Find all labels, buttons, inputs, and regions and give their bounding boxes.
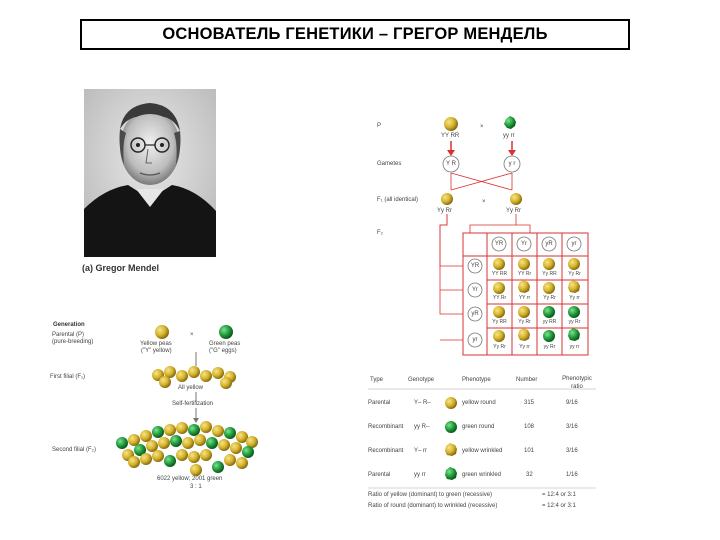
- grid-cell: yy Rr: [568, 319, 581, 325]
- ratio-yellow-value: = 12:4 or 3:1: [542, 492, 576, 498]
- p-right-genotype: yy rr: [503, 133, 515, 139]
- green-label: Green peas: [209, 341, 241, 347]
- grid-col-header: yr: [571, 241, 577, 247]
- p-label: P: [377, 123, 382, 129]
- table-row-phenotype: green wrinkled: [462, 472, 502, 478]
- page-title: ОСНОВАТЕЛЬ ГЕНЕТИКИ – ГРЕГОР МЕНДЕЛЬ: [162, 25, 548, 43]
- table-row-type: Recombinant: [368, 448, 404, 454]
- f2-label: Second filial (F₂): [52, 447, 97, 453]
- grid-cell: Yy RR: [492, 319, 507, 325]
- svg-text:×: ×: [480, 124, 484, 130]
- f1-result: All yellow: [178, 385, 204, 391]
- grid-cell: Yy Rr: [493, 344, 506, 350]
- table-row-type: Parental: [368, 400, 391, 406]
- f1-right-genotype: Yy Rr: [506, 208, 521, 214]
- table-row-ratio: 3/16: [566, 448, 578, 454]
- p-left-genotype: YY RR: [441, 133, 460, 139]
- grid-cell: Yy Rr: [568, 271, 581, 277]
- table-row-phenotype: yellow wrinkled: [462, 448, 503, 454]
- grid-col-header: YR: [494, 241, 504, 247]
- table-header-number: Number: [516, 377, 538, 383]
- gamete-right: y r: [508, 161, 516, 167]
- grid-cell: YY rr: [518, 295, 531, 301]
- table-header-phenotype: Phenotype: [462, 377, 491, 383]
- table-row-type: Recombinant: [368, 424, 404, 430]
- ratio-round-value: = 12:4 or 3:1: [542, 503, 576, 509]
- grid-cell: yy RR: [542, 319, 557, 325]
- grid-cell: Yy rr: [519, 344, 530, 350]
- f1-left-genotype: Yy Rr: [437, 208, 452, 214]
- f2-ratio: 3 : 1: [190, 484, 202, 490]
- yellow-sub: ("Y" yellow): [141, 348, 172, 354]
- green-wrinkled-icon: [445, 467, 457, 480]
- grid-cell: yy Rr: [543, 344, 556, 350]
- grid-cell: Yy Rr: [543, 295, 556, 301]
- table-row-genotype: Y– R–: [414, 400, 431, 406]
- grid-cell: Yy RR: [542, 271, 557, 277]
- table-row-number: 108: [524, 424, 535, 430]
- table-row-number: 315: [524, 400, 535, 406]
- grid-cell: YY Rr: [517, 271, 532, 277]
- f2-dihybrid-label: F₂: [377, 230, 383, 236]
- table-row-genotype: yy R–: [414, 424, 430, 430]
- green-round-icon: [445, 421, 457, 433]
- table-row-number: 101: [524, 448, 535, 454]
- gamete-left: Y R: [446, 161, 456, 167]
- table-row-type: Parental: [368, 472, 391, 478]
- f1-label: First filial (F₁): [50, 374, 86, 380]
- grid-cell: yy rr: [569, 344, 580, 350]
- grid-row-header: yR: [471, 311, 479, 317]
- table-row-genotype: yy rr: [414, 472, 426, 478]
- table-header-genotype: Genotype: [408, 377, 435, 383]
- grid-col-header: Yr: [521, 241, 527, 247]
- yellow-wrinkled-icon: [445, 443, 457, 456]
- grid-cell: Yy rr: [569, 295, 580, 301]
- table-row-phenotype: green round: [462, 424, 495, 430]
- table-row-ratio: 9/16: [566, 400, 578, 406]
- grid-row-header: Yr: [472, 287, 478, 293]
- yellow-label: Yellow peas: [140, 341, 172, 347]
- svg-text:×: ×: [482, 199, 486, 205]
- portrait-caption: (a) Gregor Mendel: [82, 263, 160, 273]
- parental-label: Parental (P): [52, 332, 85, 338]
- gametes-label: Gametes: [377, 161, 402, 167]
- grid-row-header: yr: [472, 337, 478, 343]
- cross-symbol: ×: [190, 332, 194, 338]
- generation-label: Generation: [53, 322, 85, 328]
- table-row-ratio: 1/16: [566, 472, 578, 478]
- self-fert-label: Self-fertilization: [172, 401, 214, 407]
- grid-row-header: YR: [470, 263, 480, 269]
- ratio-yellow-text: Ratio of yellow (dominant) to green (recessive): [368, 492, 493, 498]
- parental-sub: (pure-breeding): [52, 339, 94, 345]
- f2-result: 6022 yellow; 2001 green: [157, 476, 223, 482]
- table-row-phenotype: yellow round: [462, 400, 496, 406]
- grid-cell: YY Rr: [492, 295, 507, 301]
- f1-dihybrid-label: F₁ (all identical): [377, 197, 419, 203]
- table-row-genotype: Y– rr: [414, 448, 428, 454]
- table-row-number: 32: [526, 472, 533, 478]
- green-sub: ("G" eggs): [209, 348, 237, 354]
- grid-col-header: yR: [545, 241, 553, 247]
- ratio-round-text: Ratio of round (dominant) to wrinkled (recessive): [368, 503, 498, 509]
- table-row-ratio: 3/16: [566, 424, 578, 430]
- yellow-round-icon: [445, 397, 457, 409]
- grid-cell: Yy Rr: [518, 319, 531, 325]
- table-header-type: Type: [370, 377, 384, 383]
- table-header-ratio: Phenotypic ratio: [562, 376, 592, 390]
- grid-cell: YY RR: [491, 271, 508, 277]
